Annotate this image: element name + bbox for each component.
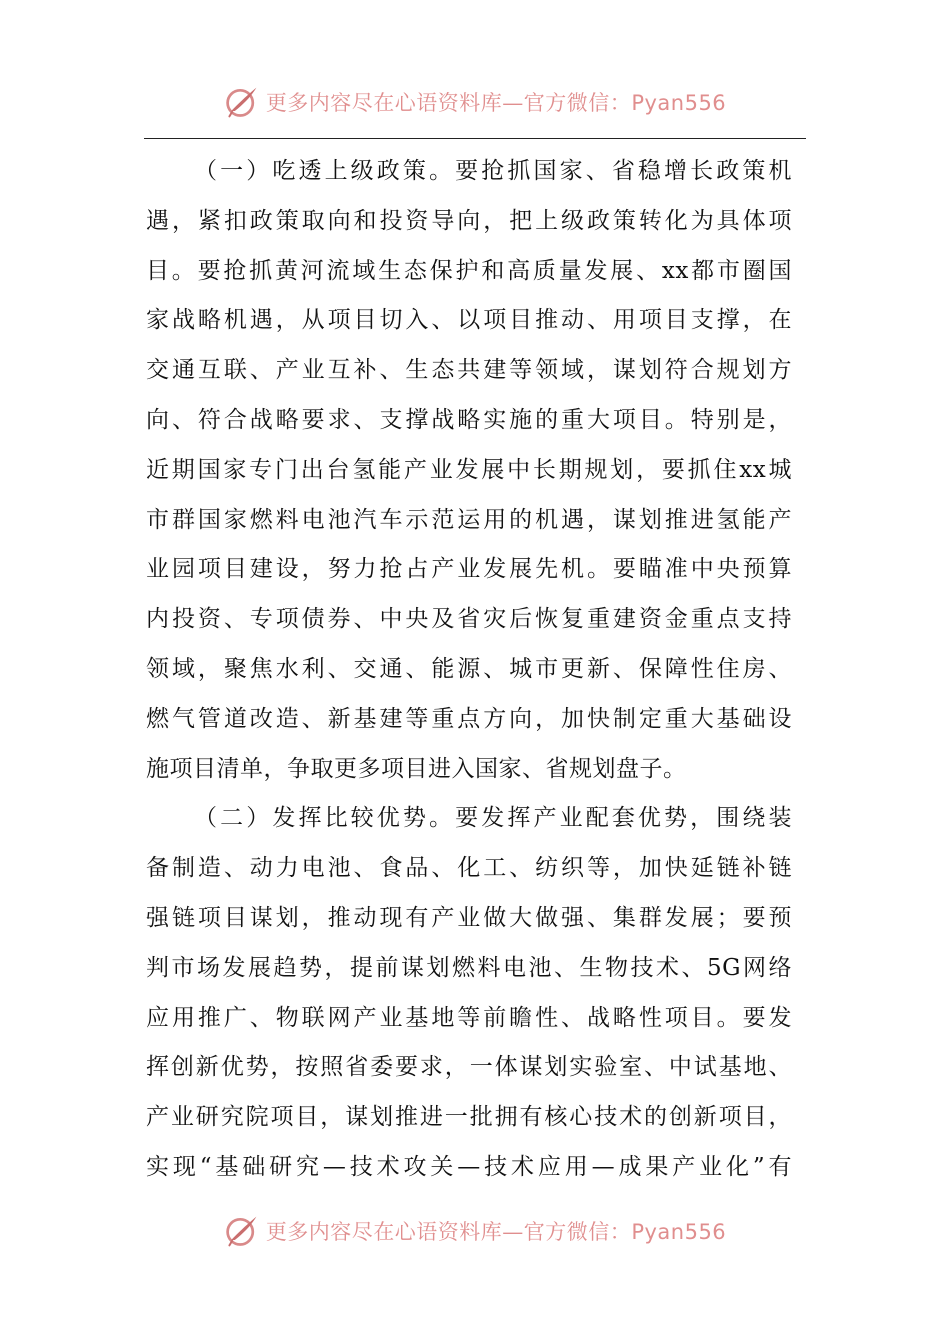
text-line: 判市场发展趋势，提前谋划燃料电池、生物技术、5G网络 [146,954,792,981]
text-line: 业园项目建设，努力抢占产业发展先机。要瞄准中央预算 [146,556,792,583]
text-line: 交通互联、产业互补、生态共建等领域，谋划符合规划方 [146,357,792,384]
watermark-text: 更多内容尽在心语资料库—官方微信：Pyan556 [265,91,727,115]
paragraph-2 [146,794,792,1192]
text-line: 施项目清单，争取更多项目进入国家、省规划盘子。 [146,755,687,782]
quill-logo-icon [224,1213,260,1249]
text-line: 实现“基础研究—技术攻关—技术应用—成果产业化”有 [146,1153,792,1180]
text-line: 强链项目谋划，推动现有产业做大做强、集群发展；要预 [146,904,792,931]
text-line: 家战略机遇，从项目切入、以项目推动、用项目支撑，在 [146,307,792,334]
watermark-text: 更多内容尽在心语资料库—官方微信：Pyan556 [265,1220,727,1244]
text-line: 备制造、动力电池、食品、化工、纺织等，加快延链补链 [146,855,792,882]
text-line: 挥创新优势，按照省委要求，一体谋划实验室、中试基地、 [146,1054,792,1081]
text-line: （一）吃透上级政策。要抢抓国家、省稳增长政策机 [194,158,792,184]
header-rule [144,138,806,139]
text-line: 向、符合战略要求、支撑战略实施的重大项目。特别是， [146,406,792,433]
paragraph-1 [146,147,792,794]
text-line: 近期国家专门出台氢能产业发展中长期规划，要抓住xx城 [146,456,792,483]
document-body [146,147,792,1193]
text-line: 目。要抢抓黄河流域生态保护和高质量发展、xx都市圈国 [146,257,792,284]
header-watermark [0,80,950,124]
text-line: 应用推广、物联网产业基地等前瞻性、战略性项目。要发 [146,1004,792,1031]
text-line: 燃气管道改造、新基建等重点方向，加快制定重大基础设 [146,705,792,732]
text-line: 市群国家燃料电池汽车示范运用的机遇，谋划推进氢能产 [146,506,792,533]
footer-watermark [0,1209,950,1253]
text-line: 领域，聚焦水利、交通、能源、城市更新、保障性住房、 [146,655,792,682]
text-line: （二）发挥比较优势。要发挥产业配套优势，围绕装 [194,805,792,832]
text-line: 遇，紧扣政策取向和投资导向，把上级政策转化为具体项 [146,207,792,234]
text-line: 内投资、专项债券、中央及省灾后恢复重建资金重点支持 [146,606,792,633]
quill-logo-icon [224,84,260,120]
text-line: 产业研究院项目，谋划推进一批拥有核心技术的创新项目， [146,1104,792,1131]
